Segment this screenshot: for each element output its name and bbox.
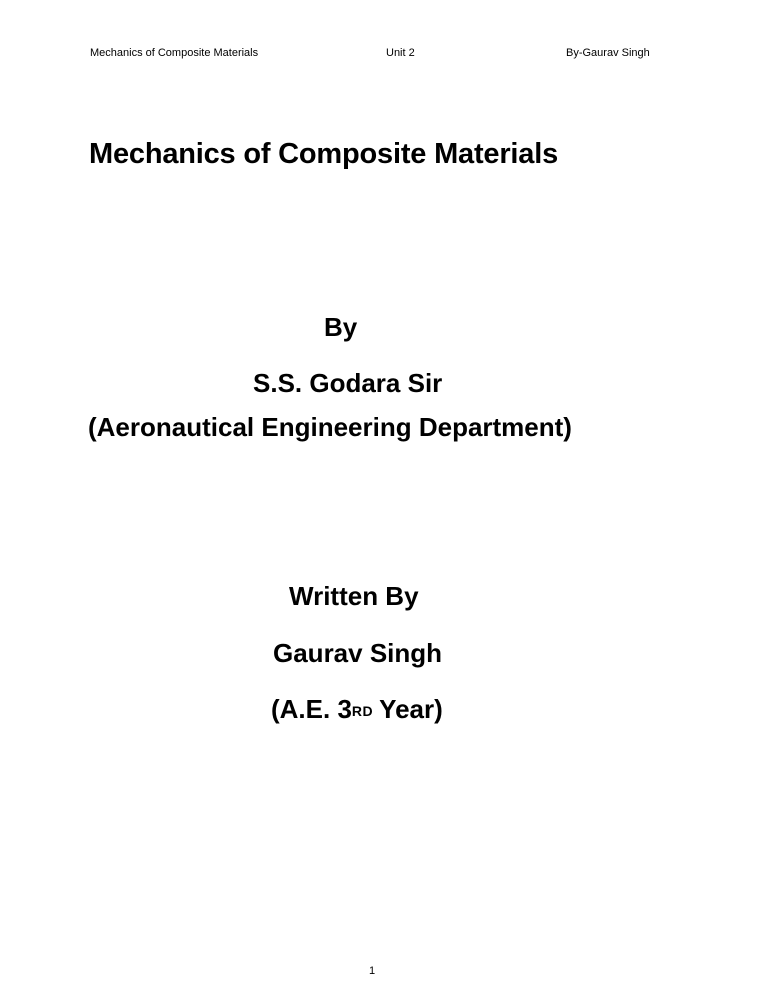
instructor-name: S.S. Godara Sir (253, 368, 443, 398)
year-prefix: (A.E. 3 (271, 694, 352, 724)
year-superscript: RD (351, 703, 374, 719)
page-number: 1 (369, 965, 376, 977)
document-title: Mechanics of Composite Materials (89, 138, 558, 170)
author-name: Gaurav Singh (273, 638, 443, 668)
year-line (271, 692, 443, 726)
written-by-label: Written By (289, 581, 419, 611)
header-unit: Unit 2 (386, 47, 415, 59)
header-author: By-Gaurav Singh (566, 47, 650, 59)
header-course-title: Mechanics of Composite Materials (90, 47, 259, 59)
year-suffix: Year) (379, 694, 443, 724)
department-name: (Aeronautical Engineering Department) (88, 412, 572, 442)
by-label: By (324, 312, 358, 342)
